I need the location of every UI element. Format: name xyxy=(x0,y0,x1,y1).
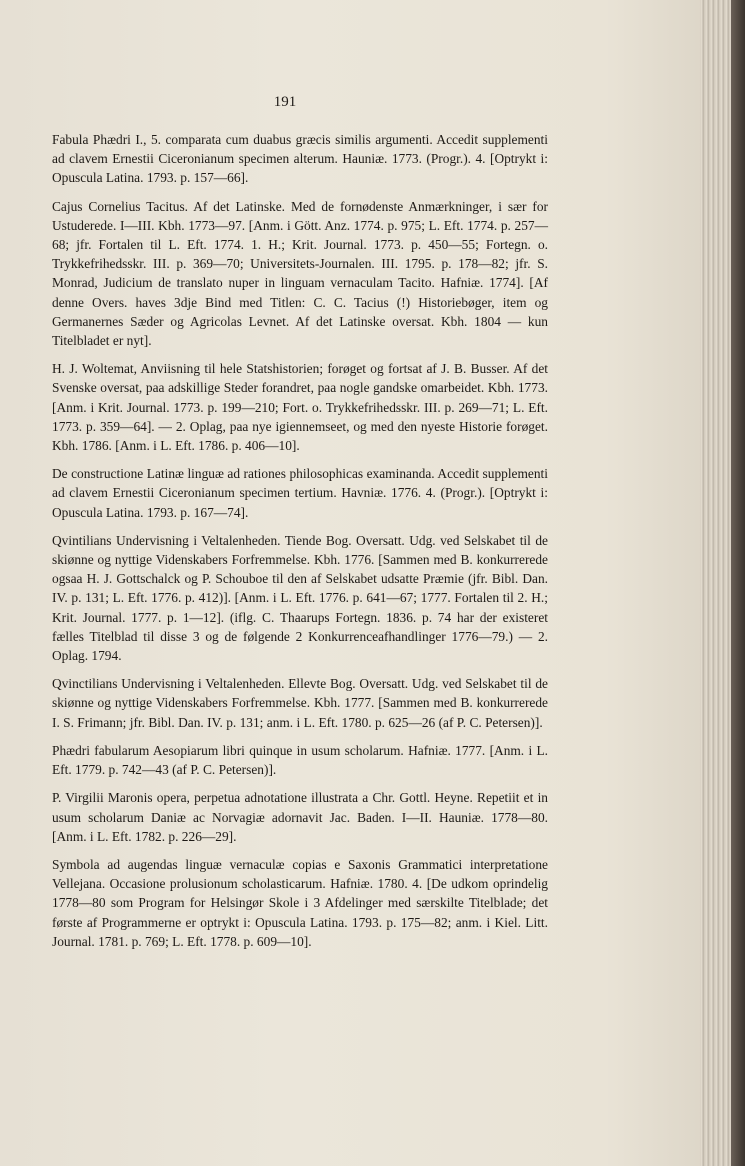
bibliography-entry: Qvintilians Undervisning i Veltalenheden. Tiende Bog. Oversatt. Udg. ved Selskabet til de skiønne og nyttige Videnskabers Forfremmelse. Kbh. 1776. [Sammen med B. konkurrerede ogsaa H. J. Gottschalck og P. Schouboe til den af Selskabet udsatte Præmie (jfr. Bibl. Dan. IV. p. 131; L. Eft. 1776. p. 412)]. [Anm. i L. Eft. 1776. p. 641—67; 1777. Fortalen til 2. H.; Krit. Journal. 1777. p. 1—12]. (iflg. C. Thaarups Fortegn. 1836. p. 74 har der existeret fælles Titelblad til disse 3 og de følgende 2 Konkurrenceafhandlinger 1776—79.) — 2. Oplag. 1794. xyxy=(52,532,548,664)
bibliography-entry: H. J. Woltemat, Anviisning til hele Statshistorien; forøget og fortsat af J. B. Busser. Af det Svenske oversat, paa adskillige Steder forandret, paa nogle gandske omarbeidet. Kbh. 1773. [Anm. i Krit. Journal. 1773. p. 199—210; Fort. o. Trykkefrihedsskr. III. p. 269—71; L. Eft. 1773. p. 359—64]. — 2. Oplag, paa nye igiennemseet, og med den nyeste Historie forøget. Kbh. 1786. [Anm. i L. Eft. 1786. p. 406—10]. xyxy=(52,361,548,454)
bibliography-entry: Qvinctilians Undervisning i Veltalenheden. Ellevte Bog. Oversatt. Udg. ved Selskabet til de skiønne og nyttige Videnskabers Forfremmelse. Kbh. 1777. [Sammen med B. konkurrerede I. S. Frimann; jfr. Bibl. Dan. IV. p. 131; anm. i L. Eft. 1780. p. 625—26 (af P. C. Petersen)]. xyxy=(52,676,548,730)
bibliography-entry: P. Virgilii Maronis opera, perpetua adnotatione illustrata a Chr. Gottl. Heyne. Repetiit et in usum scholarum Daniæ ac Norvagiæ adornavit Jac. Baden. I—II. Hauniæ. 1778—80. [Anm. i L. Eft. 1782. p. 226—29]. xyxy=(52,790,548,844)
bibliography-content xyxy=(52,130,548,960)
bibliography-entry: Fabula Phædri I., 5. comparata cum duabus græcis similis argumenti. Accedit supplementi ad clavem Ernestii Ciceronianum specimen alterum. Hauniæ. 1773. (Progr.). 4. [Optrykt i: Opuscula Latina. 1793. p. 157—66]. xyxy=(52,132,548,186)
bibliography-entry: Phædri fabularum Aesopiarum libri quinque in usum scholarum. Hafniæ. 1777. [Anm. i L. Eft. 1779. p. 742—43 (af P. C. Petersen)]. xyxy=(52,742,548,778)
bibliography-entry: De constructione Latinæ linguæ ad rationes philosophicas examinanda. Accedit supplementi ad clavem Ernestii Ciceronianum specimen tertium. Havniæ. 1776. 4. (Progr.). [Optrykt i: Opuscula Latina. 1793. p. 167—74]. xyxy=(52,466,548,520)
page-number: 191 xyxy=(273,94,297,110)
bibliography-entry: Symbola ad augendas linguæ vernaculæ copias e Saxonis Grammatici interpretatione Vellejana. Occasione prolusionum scholasticarum. Hafniæ. 1780. 4. [De udkom oprindelig 1778—80 som Program for Helsingør Skole i 3 Afdelinger med særskilte Titelblade; det første af Programmerne er optrykt i: Opuscula Latina. 1793. p. 175—82; anm. i Kiel. Litt. Journal. 1781. p. 769; L. Eft. 1778. p. 609—10]. xyxy=(52,856,548,949)
page-edge-shadow xyxy=(731,0,745,1166)
bibliography-entry: Cajus Cornelius Tacitus. Af det Latinske. Med de fornødenste Anmærkninger, i sær for Ustuderede. I—III. Kbh. 1773—97. [Anm. i Gött. Anz. 1774. p. 975; L. Eft. 1774. p. 257—68; jfr. Fortalen til L. Eft. 1774. 1. H.; Krit. Journal. 1773. p. 450—55; Fortegn. o. Trykkefrihedsskr. III. p. 369—70; Universitets-Journalen. III. 1795. p. 178—82; jfr. S. Monrad, Judicium de translato nuper in linguam vernaculam Tacito. Hafniæ. 1774]. [Af denne Overs. haves 3dje Bind med Titlen: C. C. Tacius (!) Historiebøger, item og Germanernes Sæder og Agricolas Levnet. Af det Latinske oversat. Kbh. 1804 — kun Titelbladet er nyt]. xyxy=(52,198,548,349)
